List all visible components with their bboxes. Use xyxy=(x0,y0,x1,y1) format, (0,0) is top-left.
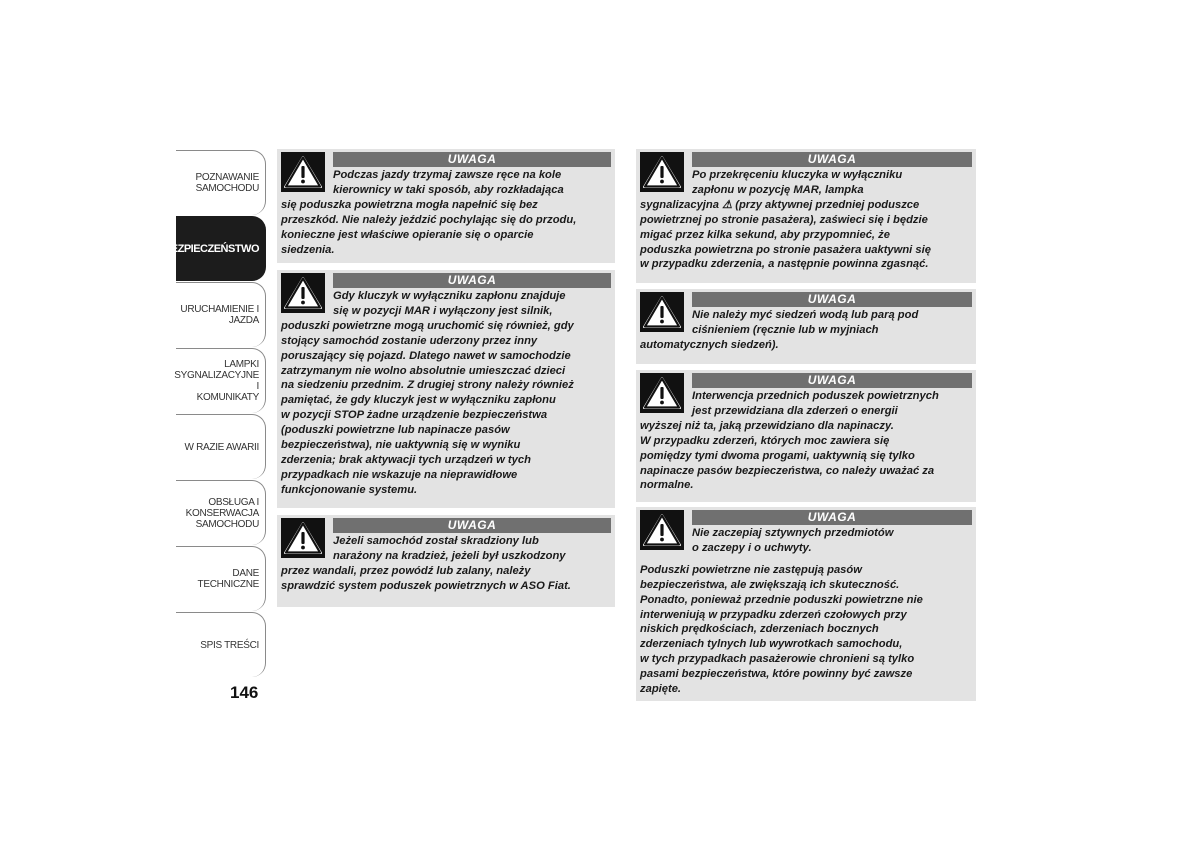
warning-text-line: W przypadku zderzeń, których moc zawiera się xyxy=(640,434,890,447)
warning-box-key-in-mar xyxy=(277,270,615,508)
warning-text-line: kierownicy w taki sposób, aby rozkładająca xyxy=(333,183,564,196)
warning-box-stolen-vehicle xyxy=(277,515,615,607)
warning-text-line: poduszki powietrzne mogą uruchomić się również, gdy xyxy=(281,319,574,332)
tab-bezpieczenstwo[interactable] xyxy=(163,216,266,281)
warning-text-line: Interwencja przednich poduszek powietrznych xyxy=(692,390,939,402)
warning-text-line: na siedzeniu przednim. Z drugiej strony należy również xyxy=(281,379,574,392)
warning-text-line: normalne. xyxy=(640,479,694,492)
tab-uruchamienie-i-jazda[interactable] xyxy=(176,282,266,347)
warning-text-line: w przypadku zderzenia, a następnie powinna zgasnąć. xyxy=(640,258,929,271)
warning-text xyxy=(640,526,972,697)
warning-text-line: przez wandali, przez powódź lub zalany, należy xyxy=(281,564,531,577)
warning-text-line: poduszka powietrzna po stronie pasażera uaktywni się xyxy=(640,243,931,256)
warning-box-seat-washing xyxy=(636,289,976,364)
warning-text-line: narażony na kradzież, jeżeli był uszkodzony xyxy=(333,549,566,562)
tab-w-razie-awarii[interactable] xyxy=(176,414,266,479)
warning-text-line: w pozycji STOP żadne urządzenie bezpieczeństwa xyxy=(281,409,548,422)
warning-text-line: interweniują w przypadku zderzeń czołowych przy xyxy=(640,608,907,621)
tab-label: POZNAWANIE SAMOCHODU xyxy=(195,172,259,194)
page-number: 146 xyxy=(230,683,259,702)
tab-spis-tresci[interactable] xyxy=(176,612,266,677)
warning-text-line: zapięte. xyxy=(640,683,682,696)
warning-box-airbag-lamp xyxy=(636,149,976,283)
warning-text-line: sprawdzić system poduszek powietrznych w ASO Fiat. xyxy=(281,579,571,592)
tab-obsluga-i-konserwacja[interactable] xyxy=(176,480,266,545)
warning-text-line: niskich prędkościach, zderzeniach bocznych xyxy=(640,623,879,636)
warning-text-line: o zaczepy i o uchwyty. xyxy=(692,541,812,554)
tab-label: DANE TECHNICZNE xyxy=(197,568,259,590)
warning-text xyxy=(640,308,972,353)
warning-box-hands-on-wheel xyxy=(277,149,615,263)
warning-text-line: zderzeniach tylnych lub wywrotkach samochodu, xyxy=(640,638,903,651)
warning-triangle-icon xyxy=(640,373,684,413)
warning-text-line: stojący samochód zostanie uderzony przez inny xyxy=(281,334,538,347)
warning-text-line: Nie zaczepiaj sztywnych przedmiotów xyxy=(692,527,894,539)
section-tabs xyxy=(163,150,266,678)
warning-text-line: się poduszka powietrzna mogła napełnić się bez xyxy=(281,198,538,211)
warning-text-line: funkcjonowanie systemu. xyxy=(281,483,418,496)
warning-text-line: się w pozycji MAR i wyłączony jest silnik, xyxy=(333,304,553,317)
warning-text-line: Podczas jazdy trzymaj zawsze ręce na kole xyxy=(333,169,562,181)
warning-text-line: zapłonu w pozycję MAR, lampka xyxy=(692,183,864,196)
warning-text-line: zatrzymanym nie wolno absolutnie umieszczać dzieci xyxy=(281,364,566,377)
warning-text xyxy=(281,289,611,498)
tab-label: LAMPKI SYGNALIZACYJNE I KOMUNIKATY xyxy=(174,359,259,403)
warning-text-line: przypadkach nie wskazuje na nieprawidłowe xyxy=(281,468,518,481)
warning-text-line: Poduszki powietrzne nie zastępują pasów xyxy=(640,563,862,576)
tab-lampki-sygnalizacyjne[interactable] xyxy=(176,348,266,413)
warning-text-line: siedzenia. xyxy=(281,243,335,256)
warning-text-line: ciśnieniem (ręcznie lub w myjniach xyxy=(692,323,879,336)
warning-text-line: przeszkód. Nie należy jeździć pochylając się do przodu, xyxy=(281,213,577,226)
warning-text-line: pamiętać, że gdy kluczyk jest w wyłączniku zapłonu xyxy=(281,394,556,407)
warning-text-line: wyższej niż ta, jaką przewidziano dla napinaczy. xyxy=(640,419,894,432)
warning-text-line: napinacze pasów bezpieczeństwa, co należy uważać za xyxy=(640,464,935,477)
warning-heading: UWAGA xyxy=(333,273,611,288)
warning-text-line: migać przez kilka sekund, aby przypomnieć, że xyxy=(640,228,890,241)
warning-text-line: Nie należy myć siedzeń wodą lub parą pod xyxy=(692,309,919,321)
tab-poznawanie-samochodu[interactable] xyxy=(176,150,266,215)
warning-text-line: zderzenia; brak aktywacji tych urządzeń w tych xyxy=(281,453,531,466)
tab-label: BEZPIECZEŃSTWO xyxy=(163,242,259,255)
warning-box-airbag-intervention xyxy=(636,370,976,502)
warning-heading: UWAGA xyxy=(692,292,972,307)
warning-triangle-icon xyxy=(281,273,325,313)
warning-triangle-icon xyxy=(281,152,325,192)
warning-text-line: pomiędzy tymi dwoma progami, uaktywnią się tylko xyxy=(640,449,915,462)
warning-text-line: powietrznej po stronie pasażera), zaświeci się i będzie xyxy=(640,213,928,226)
warning-text-line: w tych przypadkach pasażerowie chronieni są tylko xyxy=(640,653,915,666)
warning-text-line: pasami bezpieczeństwa, które powinny być zawsze xyxy=(640,668,913,681)
warning-triangle-icon xyxy=(281,518,325,558)
warning-text-line: Po przekręceniu kluczyka w wyłączniku xyxy=(692,169,903,181)
tab-label: SPIS TREŚCI xyxy=(200,639,259,651)
warning-text-line: poruszający się pojazd. Dlatego nawet w samochodzie xyxy=(281,349,571,362)
warning-text-line: sygnalizacyjna ⚠ (przy aktywnej przedniej poduszce xyxy=(640,198,920,211)
tab-label: URUCHAMIENIE I JAZDA xyxy=(180,304,259,326)
warning-text xyxy=(640,168,972,272)
tab-label: W RAZIE AWARII xyxy=(184,441,259,453)
warning-heading: UWAGA xyxy=(333,518,611,533)
warning-text-line: konieczne jest właściwe opieranie się o oparcie xyxy=(281,228,534,241)
warning-text-line: (poduszki powietrzne lub napinacze pasów xyxy=(281,424,510,437)
warning-text-line: Gdy kluczyk w wyłączniku zapłonu znajduje xyxy=(333,290,566,302)
warning-text-line: automatycznych siedzeń). xyxy=(640,338,779,351)
warning-triangle-icon xyxy=(640,152,684,192)
warning-text xyxy=(281,534,611,594)
warning-triangle-icon xyxy=(640,292,684,332)
warning-text-line: bezpieczeństwa), nie uaktywnią się w wyniku xyxy=(281,439,521,452)
warning-heading: UWAGA xyxy=(692,152,972,167)
warning-text-line: Ponadto, ponieważ przednie poduszki powietrzne nie xyxy=(640,593,923,606)
warning-triangle-icon xyxy=(640,510,684,550)
warning-text-line: jest przewidziana dla zderzeń o energii xyxy=(692,404,898,417)
warning-box-hooks-and-belts xyxy=(636,507,976,701)
tab-label: OBSŁUGA I KONSERWACJA SAMOCHODU xyxy=(185,496,259,530)
tab-dane-techniczne[interactable] xyxy=(176,546,266,611)
warning-heading: UWAGA xyxy=(692,373,972,388)
warning-heading: UWAGA xyxy=(692,510,972,525)
warning-heading: UWAGA xyxy=(333,152,611,167)
warning-text xyxy=(281,168,611,257)
warning-text-line: bezpieczeństwa, ale zwiększają ich skuteczność. xyxy=(640,578,900,591)
warning-text xyxy=(640,389,972,493)
warning-text-line: Jeżeli samochód został skradziony lub xyxy=(333,535,539,547)
